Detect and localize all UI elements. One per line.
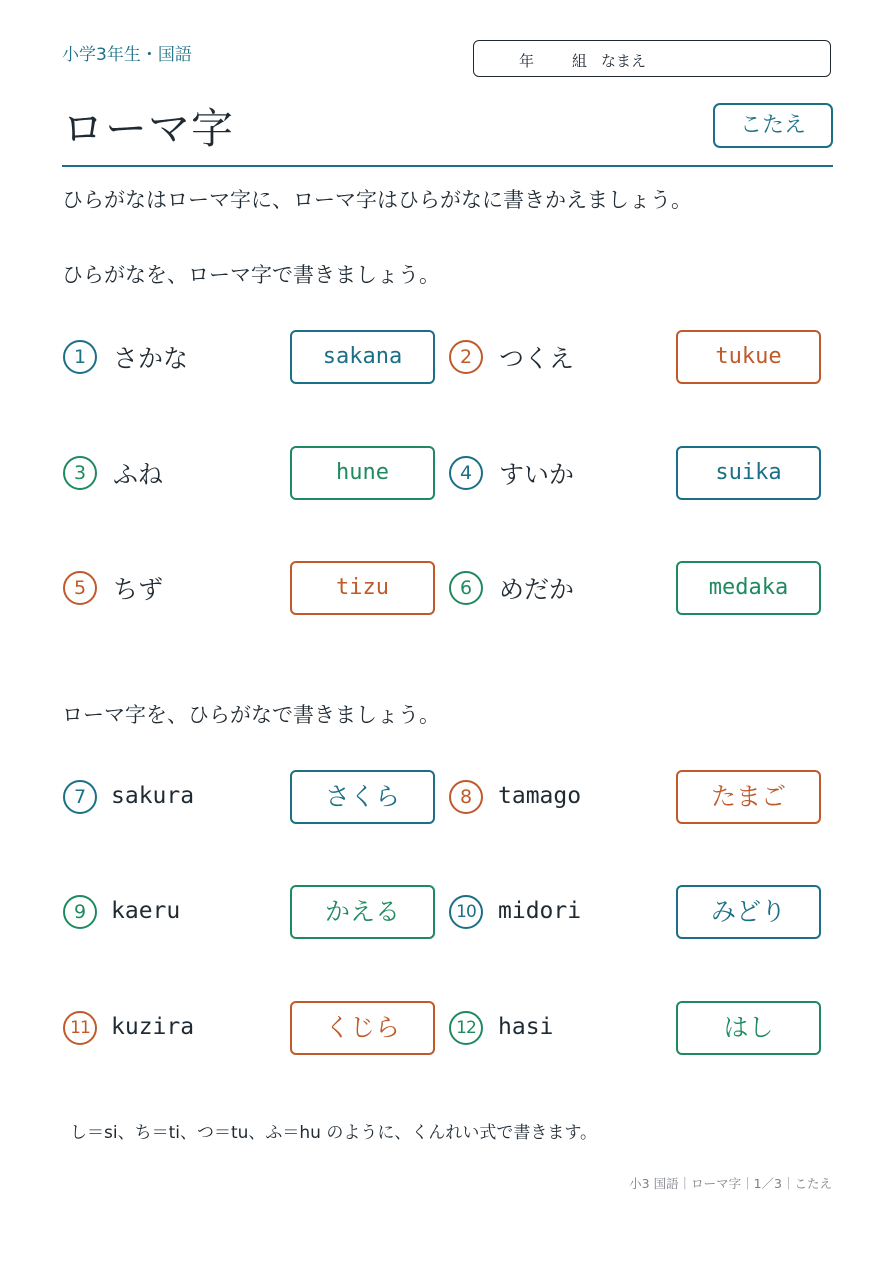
question-kana: めだか bbox=[499, 575, 575, 604]
class-label: 組 bbox=[572, 52, 588, 70]
page-title: ローマ字 bbox=[62, 104, 235, 153]
answer-box[interactable]: tukue bbox=[676, 330, 821, 384]
question-number: 9 bbox=[63, 895, 97, 929]
question-number: 6 bbox=[449, 571, 483, 605]
question-kana: つくえ bbox=[499, 344, 575, 373]
question-number: 10 bbox=[449, 895, 483, 929]
section2-instruction: ローマ字を、ひらがなで書きましょう。 bbox=[62, 703, 440, 727]
question-romaji: kuzira bbox=[111, 1014, 195, 1040]
question-number: 8 bbox=[449, 780, 483, 814]
section1-instruction: ひらがなを、ローマ字で書きましょう。 bbox=[62, 263, 440, 287]
page-footer: 小3 国語｜ローマ字｜1／3｜こたえ bbox=[629, 1176, 832, 1191]
question-romaji: midori bbox=[498, 898, 582, 924]
answer-box[interactable]: はし bbox=[676, 1001, 821, 1055]
answer-box[interactable]: tizu bbox=[290, 561, 435, 615]
answer-box[interactable]: suika bbox=[676, 446, 821, 500]
question-romaji: sakura bbox=[111, 783, 195, 809]
answer-box[interactable]: hune bbox=[290, 446, 435, 500]
answer-box[interactable]: sakana bbox=[290, 330, 435, 384]
question-kana: ちず bbox=[113, 575, 164, 604]
answer-box[interactable]: くじら bbox=[290, 1001, 435, 1055]
question-romaji: kaeru bbox=[111, 898, 181, 924]
year-label: 年 bbox=[519, 52, 535, 70]
romaji-note: し＝si、ち＝ti、つ＝tu、ふ＝hu のように、くんれい式で書きます。 bbox=[70, 1123, 598, 1143]
answer-box[interactable]: medaka bbox=[676, 561, 821, 615]
grade-label: 小学3年生・国語 bbox=[62, 45, 192, 65]
question-number: 4 bbox=[449, 456, 483, 490]
question-number: 7 bbox=[63, 780, 97, 814]
answer-badge: こたえ bbox=[713, 103, 833, 148]
lead-instruction: ひらがなはローマ字に、ローマ字はひらがなに書きかえましょう。 bbox=[62, 188, 692, 212]
name-box[interactable] bbox=[473, 40, 831, 77]
question-kana: ふね bbox=[113, 460, 164, 489]
name-label: なまえ bbox=[601, 52, 647, 70]
answer-box[interactable]: さくら bbox=[290, 770, 435, 824]
answer-box[interactable]: たまご bbox=[676, 770, 821, 824]
question-number: 12 bbox=[449, 1011, 483, 1045]
question-number: 5 bbox=[63, 571, 97, 605]
question-kana: さかな bbox=[113, 344, 189, 373]
title-divider bbox=[62, 165, 833, 167]
question-kana: すいか bbox=[499, 460, 575, 489]
answer-box[interactable]: かえる bbox=[290, 885, 435, 939]
question-number: 2 bbox=[449, 340, 483, 374]
question-romaji: hasi bbox=[498, 1014, 554, 1040]
question-number: 3 bbox=[63, 456, 97, 490]
question-number: 1 bbox=[63, 340, 97, 374]
answer-box[interactable]: みどり bbox=[676, 885, 821, 939]
question-romaji: tamago bbox=[498, 783, 582, 809]
question-number: 11 bbox=[63, 1011, 97, 1045]
